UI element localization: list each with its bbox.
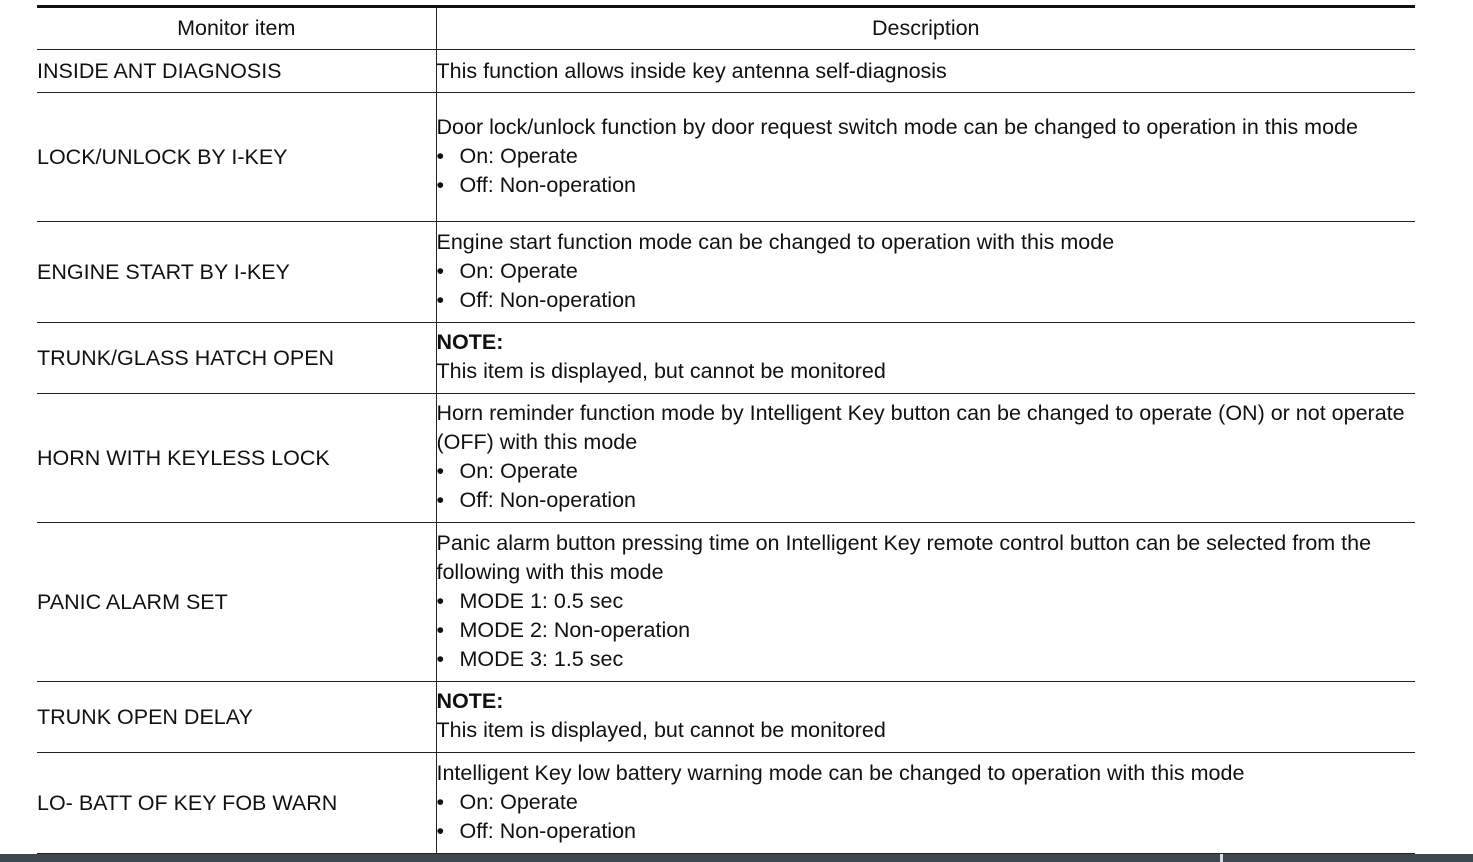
monitor-item-name: INSIDE ANT DIAGNOSIS (37, 50, 436, 93)
table-row (37, 753, 1415, 854)
table-row (37, 222, 1415, 323)
option-list (437, 257, 1416, 315)
option-item: • Off: Non-operation (437, 171, 1416, 200)
option-item: • MODE 1: 0.5 sec (437, 587, 1416, 616)
column-header-description: Description (436, 7, 1415, 50)
option-item: • MODE 2: Non-operation (437, 616, 1416, 645)
option-item: • MODE 3: 1.5 sec (437, 645, 1416, 674)
description-text: Intelligent Key low battery warning mode can be changed to operation with this mode (436, 760, 1245, 785)
description-text: This function allows inside key antenna self-diagnosis (436, 58, 947, 83)
table-row (37, 93, 1415, 222)
column-header-monitor-item: Monitor item (37, 7, 436, 50)
option-list (437, 142, 1416, 200)
description-text: This item is displayed, but cannot be monitored (436, 359, 886, 383)
option-item: • On: Operate (437, 257, 1416, 286)
monitor-item-name: LOCK/UNLOCK BY I-KEY (37, 93, 436, 222)
description-cell (436, 753, 1415, 854)
description-cell (436, 93, 1415, 222)
monitor-item-name: TRUNK/GLASS HATCH OPEN (37, 323, 436, 394)
description-text: Horn reminder function mode by Intelligent Key button can be changed to operate (ON) or not operate (OFF) with this mode (436, 401, 1405, 454)
bottom-scroll-bar[interactable] (0, 854, 1473, 862)
description-cell (436, 682, 1415, 753)
description-cell (436, 523, 1415, 682)
monitor-item-table (37, 5, 1415, 854)
option-list (437, 788, 1416, 846)
note-label: NOTE: (436, 689, 504, 713)
monitor-item-name: TRUNK OPEN DELAY (37, 682, 436, 753)
option-item: • On: Operate (437, 142, 1416, 171)
monitor-item-name: PANIC ALARM SET (37, 523, 436, 682)
option-item: • On: Operate (437, 457, 1416, 486)
option-item: • Off: Non-operation (437, 486, 1416, 515)
table-row (37, 523, 1415, 682)
description-cell (436, 323, 1415, 394)
option-item: • Off: Non-operation (437, 817, 1416, 846)
description-cell (436, 222, 1415, 323)
description-text: This item is displayed, but cannot be monitored (436, 718, 886, 742)
description-cell (436, 50, 1415, 93)
table-row (37, 50, 1415, 93)
description-cell (436, 394, 1415, 523)
description-text: Door lock/unlock function by door request switch mode can be changed to operation in this mode (436, 114, 1358, 139)
option-item: • Off: Non-operation (437, 286, 1416, 315)
monitor-item-name: ENGINE START BY I-KEY (37, 222, 436, 323)
table-header-row (37, 7, 1415, 50)
option-list (437, 587, 1416, 674)
monitor-item-name: HORN WITH KEYLESS LOCK (37, 394, 436, 523)
table-row (37, 323, 1415, 394)
note-label: NOTE: (436, 330, 504, 354)
description-text: Engine start function mode can be changed to operation with this mode (436, 229, 1115, 254)
bottom-bar-divider (1220, 854, 1223, 862)
option-item: • On: Operate (437, 788, 1416, 817)
table-row (37, 394, 1415, 523)
description-text: Panic alarm button pressing time on Intelligent Key remote control button can be selected from the following with this mode (436, 530, 1372, 584)
table-row (37, 682, 1415, 753)
monitor-item-name: LO- BATT OF KEY FOB WARN (37, 753, 436, 854)
option-list (437, 457, 1416, 515)
